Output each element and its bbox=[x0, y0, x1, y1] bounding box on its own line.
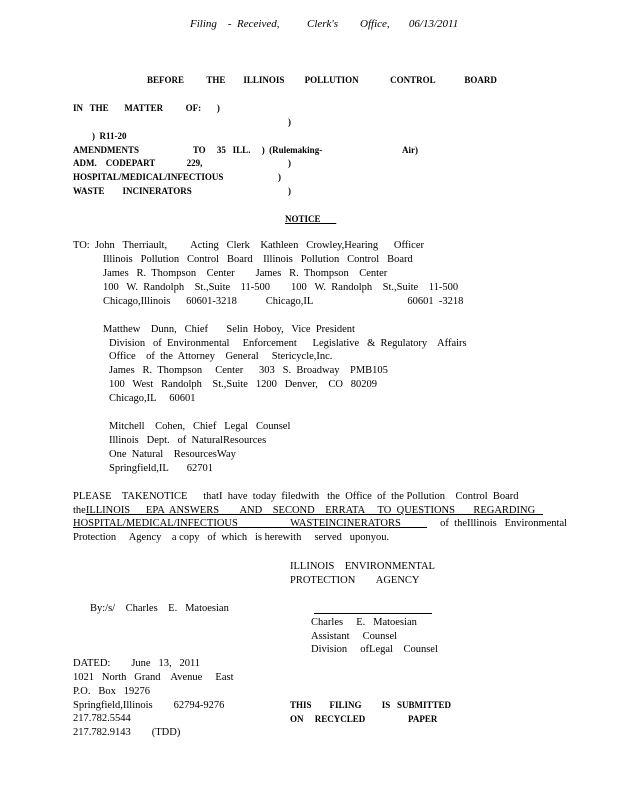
to-line: 100 W. Randolph St.,Suite 11-500 100 W. Randolph St.,Suite 11-500 bbox=[103, 282, 459, 293]
caption-air: Air) bbox=[402, 145, 418, 155]
caption-paren: ) bbox=[288, 186, 291, 196]
to-line: Chicago,Illinois 60601-3218 Chicago,IL 60601 -3218 bbox=[103, 296, 464, 307]
address-line: 1021 North Grand Avenue East bbox=[73, 672, 234, 683]
cc-line: 100 West Randolph St.,Suite 1200 Denver, CO 80209 bbox=[109, 379, 378, 390]
to-line: Illinois Pollution Control Board Illinois Pollution Control Board bbox=[103, 254, 413, 265]
agency-name: PROTECTION AGENCY bbox=[290, 575, 420, 586]
cc-line: One Natural ResourcesWay bbox=[109, 449, 236, 460]
notice-title: NOTICE bbox=[285, 214, 337, 224]
cc-line: Illinois Dept. of NaturalResources bbox=[109, 435, 267, 446]
caption-paren: ) bbox=[288, 117, 291, 127]
cc-line: Springfield,IL 62701 bbox=[109, 463, 214, 474]
caption-paren: ) bbox=[278, 172, 281, 182]
cc-line: Division of Environmental Enforcement Legislative & Regulatory Affairs bbox=[109, 338, 467, 349]
recycled-note: THIS FILING IS SUBMITTED bbox=[290, 700, 452, 710]
notice-paragraph-line: PLEASE TAKENOTICE thatI have today filedwith the Office of the Pollution Control Board bbox=[73, 491, 519, 502]
dated-line: DATED: June 13, 2011 bbox=[73, 658, 201, 669]
notice-paragraph-line: theILLINOIS EPA ANSWERS AND SECOND ERRATA TO QUESTIONS REGARDING bbox=[73, 505, 544, 516]
notice-paragraph-line: Protection Agency a copy of which is herewith served uponyou. bbox=[73, 532, 390, 543]
cc-line: Chicago,IL 60601 bbox=[109, 393, 196, 404]
caption-hospital: HOSPITAL/MEDICAL/INFECTIOUS bbox=[73, 172, 224, 182]
caption-matter: IN THE MATTER OF: ) bbox=[73, 103, 220, 113]
cc-line: James R. Thompson Center 303 S. Broadway PMB105 bbox=[109, 365, 388, 376]
signature-by-line: By:/s/ Charles E. Matoesian bbox=[90, 603, 229, 614]
address-line: Springfield,Illinois 62794-9276 bbox=[73, 700, 225, 711]
to-line: James R. Thompson Center James R. Thompson Center bbox=[103, 268, 388, 279]
signer-division: Division ofLegal Counsel bbox=[311, 644, 438, 655]
caption-paren: ) bbox=[288, 158, 291, 168]
cc-line: Matthew Dunn, Chief Selin Hoboy, Vice President bbox=[103, 324, 355, 335]
agency-name: ILLINOIS ENVIRONMENTAL bbox=[290, 561, 435, 572]
cc-line: Mitchell Cohen, Chief Legal Counsel bbox=[109, 421, 291, 432]
notice-paragraph-line: HOSPITAL/MEDICAL/INFECTIOUS WASTEINCINERATORS of theIllinois Environmental bbox=[73, 518, 568, 529]
board-title: BEFORE THE ILLINOIS POLLUTION CONTROL BOARD bbox=[147, 75, 497, 85]
fax-number: 217.782.9143 (TDD) bbox=[73, 727, 181, 738]
to-line: TO: John Therriault, Acting Clerk Kathleen Crowley,Hearing Officer bbox=[73, 240, 424, 251]
document-title: HOSPITAL/MEDICAL/INFECTIOUS WASTEINCINERATORS bbox=[73, 518, 428, 529]
filing-header: Filing - Received, Clerk's Office, 06/13/2011 bbox=[190, 18, 459, 30]
docket-number: ) R11-20 bbox=[92, 131, 127, 141]
recycled-note: ON RECYCLED PAPER bbox=[290, 714, 438, 724]
caption-waste: WASTE INCINERATORS bbox=[73, 186, 192, 196]
phone-number: 217.782.5544 bbox=[73, 713, 131, 724]
signer-title: Assistant Counsel bbox=[311, 631, 398, 642]
signature-line bbox=[314, 613, 432, 614]
caption-adm: ADM. CODEPART 229, bbox=[73, 158, 203, 168]
document-title: ILLINOIS EPA ANSWERS AND SECOND ERRATA TO QUESTIONS REGARDING bbox=[85, 505, 544, 516]
signer-name: Charles E. Matoesian bbox=[311, 617, 417, 628]
caption-amendments: AMENDMENTS TO 35 ILL. ) (Rulemaking- bbox=[73, 145, 323, 155]
cc-line: Office of the Attorney General Stericycle,Inc. bbox=[109, 351, 333, 362]
address-line: P.O. Box 19276 bbox=[73, 686, 151, 697]
